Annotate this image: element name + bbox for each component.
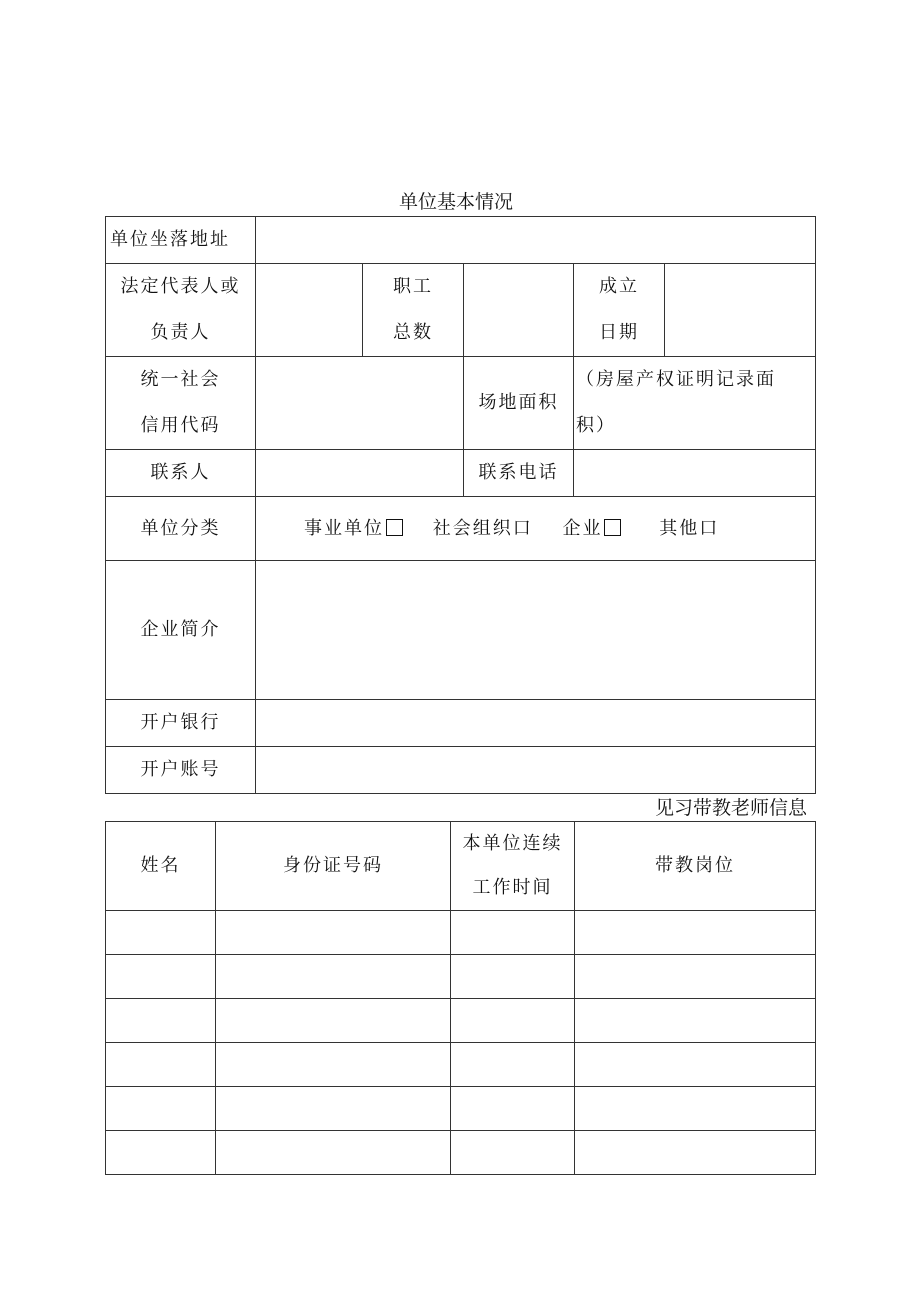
- address-label: 单位坐落地址: [106, 217, 256, 264]
- table-row: [106, 911, 816, 955]
- cell-id-number[interactable]: [216, 1131, 451, 1175]
- checkbox-icon[interactable]: [386, 519, 403, 536]
- staff-count-label-line1: 职工: [393, 276, 433, 297]
- checkbox-mark-icon[interactable]: 口: [512, 517, 533, 539]
- credit-code-label: [106, 357, 256, 450]
- mentor-info-title: 见习带教老师信息: [655, 797, 808, 819]
- cell-name[interactable]: [106, 1087, 216, 1131]
- cell-tenure[interactable]: [451, 1043, 575, 1087]
- cell-tenure[interactable]: [451, 999, 575, 1043]
- site-area-note-line2: 积）: [576, 415, 616, 436]
- cell-position[interactable]: [575, 955, 816, 999]
- header-tenure-line2: 工作时间: [472, 877, 553, 898]
- cell-name[interactable]: [106, 999, 216, 1043]
- legal-rep-label-line2: 负责人: [150, 322, 211, 343]
- category-option-social-org[interactable]: [433, 506, 533, 552]
- category-option-other[interactable]: [659, 506, 719, 552]
- header-tenure: [451, 822, 575, 911]
- established-date-label: [574, 264, 665, 357]
- table-row: [106, 1043, 816, 1087]
- cell-position[interactable]: [575, 999, 816, 1043]
- table-row: [106, 955, 816, 999]
- intro-label: 企业简介: [106, 561, 256, 700]
- cell-tenure[interactable]: [451, 1087, 575, 1131]
- category-option-label: 企业: [562, 517, 603, 539]
- cell-id-number[interactable]: [216, 955, 451, 999]
- header-name: 姓名: [106, 822, 216, 911]
- checkbox-mark-icon[interactable]: 口: [699, 517, 720, 539]
- mentor-info-table: [105, 821, 816, 1175]
- established-date-label-line1: 成立: [599, 276, 639, 297]
- cell-name[interactable]: [106, 955, 216, 999]
- site-area-label: 场地面积: [464, 357, 574, 450]
- category-option-label: 其他: [659, 517, 700, 539]
- legal-rep-label-line1: 法定代表人或: [120, 276, 241, 297]
- cell-id-number[interactable]: [216, 1087, 451, 1131]
- cell-name[interactable]: [106, 1043, 216, 1087]
- cell-tenure[interactable]: [451, 911, 575, 955]
- phone-label: 联系电话: [464, 450, 574, 497]
- cell-position[interactable]: [575, 1043, 816, 1087]
- site-area-field[interactable]: [574, 357, 816, 450]
- category-options: [256, 497, 816, 561]
- legal-rep-label: [106, 264, 256, 357]
- cell-id-number[interactable]: [216, 1043, 451, 1087]
- cell-id-number[interactable]: [216, 999, 451, 1043]
- account-label: 开户账号: [106, 747, 256, 794]
- legal-rep-field[interactable]: [256, 264, 363, 357]
- table-row: [106, 1131, 816, 1175]
- header-id-number: 身份证号码: [216, 822, 451, 911]
- table-row: [106, 999, 816, 1043]
- cell-name[interactable]: [106, 1131, 216, 1175]
- cell-id-number[interactable]: [216, 911, 451, 955]
- staff-count-field[interactable]: [464, 264, 574, 357]
- established-date-field[interactable]: [665, 264, 816, 357]
- cell-name[interactable]: [106, 911, 216, 955]
- basic-info-title: 单位基本情况: [399, 191, 514, 213]
- cell-tenure[interactable]: [451, 955, 575, 999]
- staff-count-label: [363, 264, 464, 357]
- phone-field[interactable]: [574, 450, 816, 497]
- credit-code-label-line2: 信用代码: [140, 415, 221, 436]
- credit-code-label-line1: 统一社会: [140, 369, 221, 390]
- category-option-label: 社会组织: [432, 517, 513, 539]
- contact-field[interactable]: [256, 450, 464, 497]
- table-row: [106, 1087, 816, 1131]
- basic-info-table: [105, 216, 816, 794]
- checkbox-icon[interactable]: [604, 519, 621, 536]
- account-field[interactable]: [256, 747, 816, 794]
- intro-field[interactable]: [256, 561, 816, 700]
- header-tenure-line1: 本单位连续: [462, 833, 563, 854]
- category-label: 单位分类: [106, 497, 256, 561]
- bank-label: 开户银行: [106, 700, 256, 747]
- staff-count-label-line2: 总数: [393, 322, 433, 343]
- header-position: 带教岗位: [575, 822, 816, 911]
- credit-code-field[interactable]: [256, 357, 464, 450]
- cell-position[interactable]: [575, 911, 816, 955]
- site-area-note-line1: （房屋产权证明记录面: [576, 369, 776, 390]
- category-option-enterprise[interactable]: [562, 506, 621, 552]
- category-option-label: 事业单位: [304, 517, 384, 539]
- address-field[interactable]: [256, 217, 816, 264]
- bank-field[interactable]: [256, 700, 816, 747]
- cell-position[interactable]: [575, 1087, 816, 1131]
- category-option-public-institution[interactable]: [304, 506, 403, 552]
- contact-label: 联系人: [106, 450, 256, 497]
- cell-tenure[interactable]: [451, 1131, 575, 1175]
- cell-position[interactable]: [575, 1131, 816, 1175]
- established-date-label-line2: 日期: [599, 322, 639, 343]
